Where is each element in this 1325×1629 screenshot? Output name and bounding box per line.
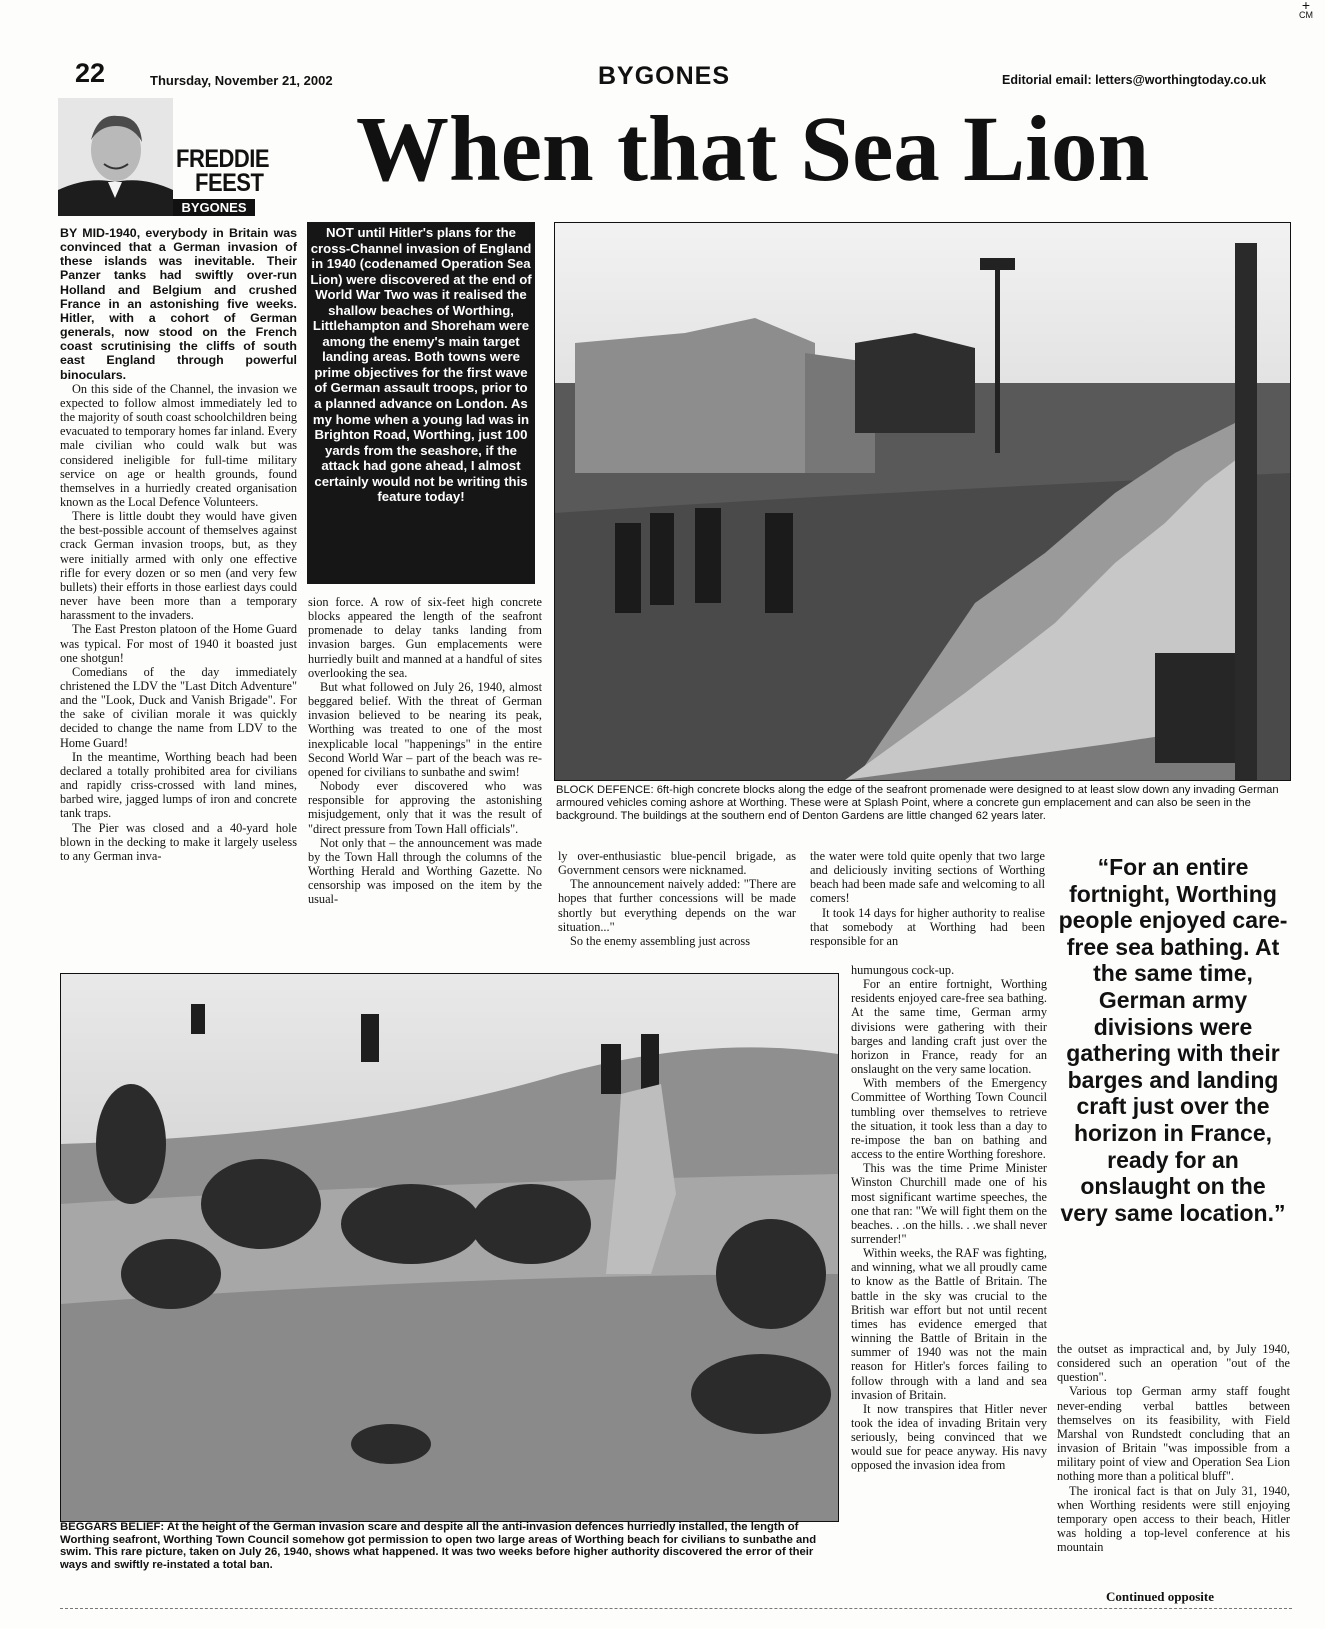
- issue-date: Thursday, November 21, 2002: [150, 73, 333, 88]
- column-2: [308, 595, 542, 906]
- paragraph: sion force. A row of six-feet high concrete blocks appeared the length of the seafront promenade to delay tanks landing from invasion barges. Gun emplacements were hurriedly built and manned at a handful of sites overlooking the sea.: [308, 595, 542, 680]
- continued-opposite: Continued opposite: [1106, 1589, 1214, 1604]
- photo-beggars-belief-graphic: [61, 974, 838, 1521]
- author-portrait-graphic: [58, 98, 173, 216]
- paragraph: Not only that – the announcement was made by the Town Hall through the columns of the Worthing Herald and Worthing Gazette. No censorship was imposed on the item by the usual-: [308, 835, 542, 907]
- photo-block-defence: [554, 222, 1291, 781]
- column-5: [851, 963, 1047, 1473]
- paragraph: Nobody ever discovered who was responsible for approving the astonishing misjudgement, only that it was the result of "direct pressure from Town Hall officials".: [308, 779, 542, 836]
- paragraph: the water were told quite openly that two large and deliciously inviting sections of Worthing beach had been made safe and welcoming to all comers!: [810, 849, 1045, 906]
- author-last-name: FEEST: [195, 168, 264, 197]
- column-3: [558, 849, 796, 948]
- crosshair-icon: +: [1301, 0, 1311, 13]
- column-6: [1057, 1342, 1290, 1554]
- paragraph: It now transpires that Hitler never took the idea of invading Britain very seriously, being convinced that we would sue for peace anyway. His navy opposed the invasion idea from: [851, 1401, 1047, 1473]
- byline-tag: BYGONES: [173, 199, 255, 216]
- headline: When that Sea Lion: [356, 98, 1150, 201]
- paragraph: The East Preston platoon of the Home Guard was typical. For most of 1940 it boasted just one shotgun!: [60, 622, 297, 665]
- photo-beggars-belief: [60, 973, 839, 1522]
- paragraph: There is little doubt they would have given the best-possible account of themselves against crack German invasion troops, but, as they were initially armed with only one effective rifle for every dozen or so men (and very few bullets) their efforts in those earliest days could never have been more than a temporary harassment to the invaders.: [60, 509, 297, 623]
- paragraph: Within weeks, the RAF was fighting, and winning, what we all proudly came to know as the Battle of Britain. The battle in the sky was crucial to the British war effort but not until recent times has evidence emerged that winning the Battle of Britain in the summer of 1940 was not the main reason for Hitler's forces failing to follow through with a land and sea invasion of Britain.: [851, 1246, 1047, 1402]
- paragraph: The Pier was closed and a 40-yard hole blown in the decking to make it largely useless to any German inva-: [60, 820, 297, 863]
- paragraph: Various top German army staff fought never-ending verbal battles between themselves on its feasibility, with Field Marshal von Rundstedt concluding that an invasion of Britain "was impossible from a military point of view and Operation Sea Lion nothing more than a political bluff".: [1057, 1384, 1290, 1484]
- standfirst-box: NOT until Hitler's plans for the cross-Channel invasion of England in 1940 (codenamed Operation Sea Lion) were discovered at the end of World War Two was it realised the shallow beaches of Worthing, Littlehampton and Shoreham were among the enemy's main target landing areas. Both towns were prime objectives for the first wave of German assault troops, prior to a planned advance on London. As my home when a young lad was in Brighton Road, Worthing, just 100 yards from the seashore, if the attack had gone ahead, I almost certainly would not be writing this feature today!: [307, 222, 535, 584]
- column-4: [810, 849, 1045, 948]
- paragraph: On this side of the Channel, the invasion we expected to follow almost immediately led to the majority of south coast schoolchildren being evacuated to temporary homes far inland. Every male civilian who could walk but was considered ineligible for full-time military service on age or health grounds, found themselves in a hurriedly created organisation known as the Local Defence Volunteers.: [60, 381, 298, 509]
- author-first-name: FREDDIE: [176, 144, 270, 173]
- photo-caption-block-defence: BLOCK DEFENCE: 6ft-high concrete blocks along the edge of the seafront promenade were designed to at least slow down any invading German armoured vehicles coming ashore at Worthing. These were at Splash Point, where a concrete gun emplacement and can also be seen in the background. The buildings at the southern end of Denton Gardens are little changed 62 years later.: [556, 784, 1279, 823]
- paragraph: But what followed on July 26, 1940, almost beggared belief. With the threat of German invasion believed to be nearing its peak, Worthing was treated to one of the most inexplicable local "happenings" in the entire Second World War – part of the beach was re-opened for civilians to sunbathe and swim!: [308, 679, 542, 779]
- paragraph: humungous cock-up.: [851, 963, 955, 977]
- paragraph: This was the time Prime Minister Winston Churchill made one of his most significant wartime speeches, the one that ran: "We will fight them on the beaches. . .on the hills. . .we shall never surrender!": [851, 1161, 1047, 1246]
- paragraph: For an entire fortnight, Worthing residents enjoyed care-free sea bathing. At the same time, German army divisions were gathering with their barges and landing craft just over the horizon in France, ready for an onslaught on the very same location.: [851, 977, 1047, 1077]
- column-1: [60, 226, 297, 863]
- pull-quote: “For an entire fortnight, Worthing people enjoyed care-free sea bathing. At the same time, German army divisions were gathering with their barges and landing craft just over the horizon in France, ready for an onslaught on the very same location.”: [1058, 854, 1288, 1226]
- page-number: 22: [75, 58, 106, 88]
- paragraph: It took 14 days for higher authority to realise that somebody at Worthing had been responsible for an: [810, 905, 1045, 948]
- editorial-email: Editorial email: letters@worthingtoday.co.uk: [1002, 73, 1267, 87]
- paragraph: The announcement naively added: "There are hopes that further concessions will be made shortly but everything depends on the war situation...": [558, 877, 796, 934]
- paragraph: In the meantime, Worthing beach had been declared a totally prohibited area for civilians and rapidly criss-crossed with land mines, barbed wire, jagged lumps of iron and concrete tank traps.: [60, 749, 297, 821]
- photo-caption-beggars-belief: BEGGARS BELIEF: At the height of the German invasion scare and despite all the anti-invasion defences hurriedly installed, the length of Worthing seafront, Worthing Town Council somehow got permission to open two large areas of Worthing beach for civilians to sunbathe and swim. This rare picture, taken on July 26, 1940, shows what happened. It was two weeks before higher authority discovered the error of their ways and swiftly re-instated a total ban.: [60, 1521, 817, 1571]
- section-name: BYGONES: [598, 62, 731, 90]
- bottom-rule: [60, 1608, 1292, 1609]
- photo-block-defence-graphic: [555, 223, 1290, 780]
- paragraph: So the enemy assembling just across: [570, 933, 750, 948]
- corner-mark: + CM: [1288, 0, 1324, 24]
- paragraph: The ironical fact is that on July 31, 1940, when Worthing residents were still enjoying temporary open access to their beach, Hitler was holding a top-level conference at his mountain: [1057, 1483, 1290, 1555]
- paragraph: With members of the Emergency Committee of Worthing Town Council tumbling over themselves to retrieve the situation, it took less than a day to re-impose the ban on bathing and access to the entire Worthing foreshore.: [851, 1076, 1047, 1162]
- author-portrait: [58, 98, 173, 216]
- paragraph: ly over-enthusiastic blue-pencil brigade, as Government censors were nicknamed.: [558, 849, 796, 878]
- article-intro: BY MID-1940, everybody in Britain was convinced that a German invasion of these islands was inevitable. Their Panzer tanks had swiftly over-run Holland and Belgium and crushed France in an astonishing five weeks. Hitler, with a cohort of German generals, now stood on the French coast scrutinising the cliffs of south east England through powerful binoculars.: [60, 226, 297, 382]
- paragraph: Comedians of the day immediately christened the LDV the "Last Ditch Adventure" and the "Look, Duck and Vanish Brigade". For the sake of civilian morale it was quickly decided to change the name from LDV to the Home Guard!: [60, 664, 297, 750]
- paragraph: the outset as impractical and, by July 1940, considered such an operation "out of the question".: [1057, 1342, 1290, 1385]
